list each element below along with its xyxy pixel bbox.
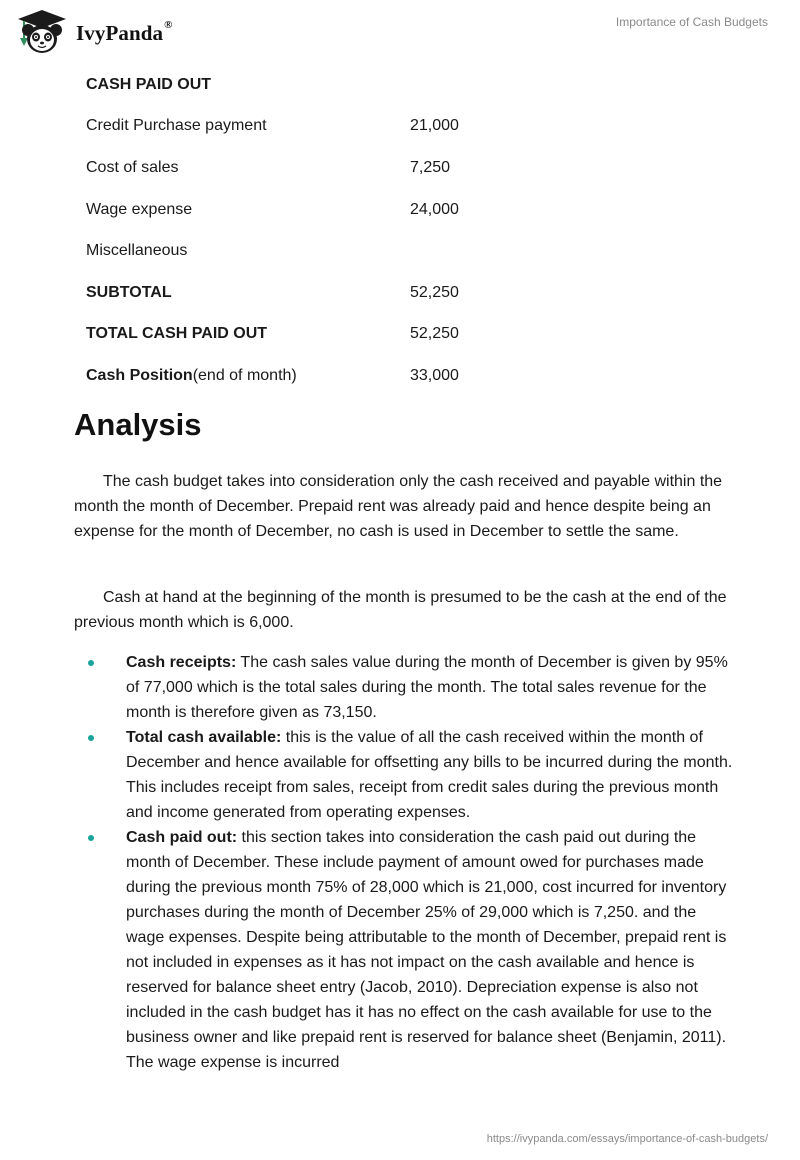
cash-position-value: 33,000 [410, 366, 459, 384]
table-row [74, 272, 530, 314]
row-value: 24,000 [410, 200, 459, 218]
table-row [74, 314, 530, 356]
source-url[interactable]: https://ivypanda.com/essays/importance-of-cash-budgets/ [486, 1133, 768, 1145]
row-value: 52,250 [410, 325, 459, 343]
ivypanda-logo[interactable] [14, 8, 173, 56]
row-label: TOTAL CASH PAID OUT [86, 325, 268, 343]
row-label: Miscellaneous [86, 242, 188, 260]
paragraph: The cash budget takes into consideration only the cash received and payable within the month the month of December. Prepaid rent was already paid and hence despite being an expense for the month of December, no cash is used in December to settle the same. [74, 473, 723, 540]
cash-paid-out-table [74, 64, 530, 397]
panda-graduate-icon [14, 8, 70, 56]
list-item: Total cash available: this is the value of all the cash received within the month of December and hence available for offsetting any bills to be incurred during the month. This includes receipt from sales, receipt from credit sales during the previous month and income generated from operating expenses. [74, 725, 734, 825]
row-label: Wage expense [86, 200, 193, 218]
row-value: 52,250 [410, 283, 459, 301]
row-label: Credit Purchase payment [86, 117, 267, 135]
cash-table-section [74, 64, 724, 397]
table-row [74, 147, 530, 189]
list-item: Cash receipts: The cash sales value during the month of December is given by 95% of 77,000 which is the total sales during the month. The total sales revenue for the month is therefore given as 73,150. [74, 650, 734, 725]
table-row [74, 106, 530, 148]
paragraph: Cash at hand at the beginning of the month is presumed to be the cash at the end of the previous month which is 6,000. [74, 589, 727, 631]
document-title: Importance of Cash Budgets [615, 15, 768, 29]
table-row [74, 64, 530, 106]
row-label: Cost of sales [86, 158, 179, 176]
table-row [74, 230, 530, 272]
page-header [0, 0, 800, 60]
table-heading: CASH PAID OUT [86, 75, 212, 93]
row-value: 21,000 [410, 117, 459, 135]
row-value: 7,250 [410, 158, 451, 176]
bullet-icon [88, 735, 94, 741]
cash-position-label: Cash Position(end of month) [86, 366, 297, 384]
analysis-heading: Analysis [74, 407, 202, 442]
table-row [74, 189, 530, 231]
brand-name: IvyPanda® [76, 18, 173, 45]
list-item: Cash paid out: this section takes into consideration the cash paid out during the month of December. These include payment of amount owed for purchases made during the previous month 75% of 28,000 which is 21,000, cost incurred for inventory purchases during the month of December 25% of 29,000 which is 7,250. and the wage expenses. Despite being attributable to the month of December, prepaid rent is not included in expenses as it has not impact on the cash available and hence is reserved for balance sheet entry (Jacob, 2010). Depreciation expense is also not included in the cash budget has it has no effect on the cash available for use to the business owner and like prepaid rent is reserved for balance sheet (Benjamin, 2011). The wage expense is incurred [74, 825, 734, 1075]
table-row [74, 355, 530, 397]
analysis-bullet-list [74, 650, 734, 1075]
bullet-icon [88, 660, 94, 666]
row-value [410, 230, 530, 272]
row-label: SUBTOTAL [86, 283, 172, 301]
bullet-icon [88, 835, 94, 841]
